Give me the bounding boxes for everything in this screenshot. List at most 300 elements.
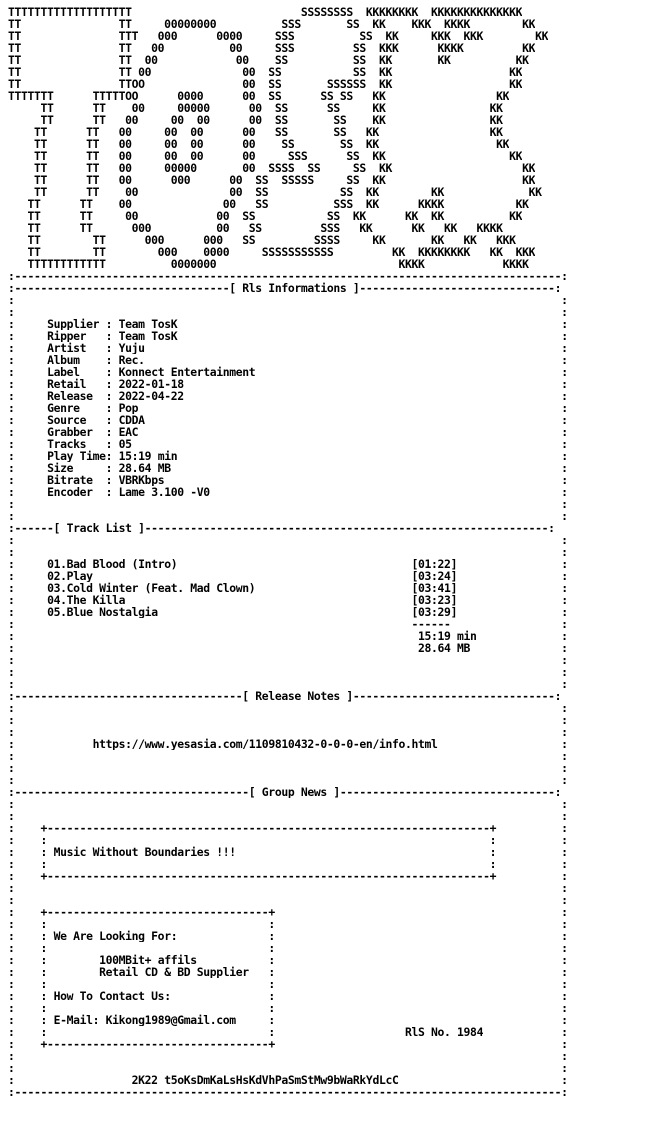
logo-art-row	[8, 210, 522, 222]
text: TT TT 000 0000 SSSSSSSSSSS KK KKKKKKKK KK KKK	[8, 246, 536, 258]
ascii-frame: :	[8, 1038, 15, 1050]
ascii-frame: :	[274, 954, 568, 966]
ascii-frame: :	[8, 762, 15, 774]
ascii-frame: :	[8, 438, 15, 450]
ascii-frame: :	[105, 438, 119, 450]
ascii-frame: .	[60, 606, 67, 618]
info-key: Supplier	[47, 318, 106, 330]
ascii-frame: :	[8, 978, 15, 990]
ascii-frame: :	[496, 834, 568, 846]
footer-code-line	[8, 1074, 568, 1086]
ascii-frame: :	[105, 450, 119, 462]
ascii-frame: :	[14, 546, 568, 558]
ascii-frame: :	[8, 342, 15, 354]
contact-box-top	[8, 906, 568, 918]
info-key: Artist	[47, 342, 106, 354]
blank-line	[8, 1062, 568, 1074]
ascii-frame: :	[8, 546, 15, 558]
totals-separator: ------	[411, 618, 451, 630]
ascii-frame	[15, 330, 48, 342]
ascii-frame: :	[8, 450, 15, 462]
logo-art-row	[8, 258, 529, 270]
ascii-frame: :	[105, 474, 119, 486]
contact-box-line	[8, 930, 568, 942]
rls-info-row	[8, 354, 568, 366]
logo-art-row	[8, 198, 529, 210]
ascii-frame	[15, 450, 48, 462]
ascii-frame: :	[105, 330, 119, 342]
ascii-frame: :	[144, 354, 568, 366]
blank-line	[8, 726, 568, 738]
ascii-frame: :	[398, 1074, 568, 1086]
ascii-frame	[15, 738, 93, 750]
ascii-frame: :	[8, 462, 15, 474]
rls-info-row	[8, 474, 568, 486]
ascii-frame: :	[177, 450, 568, 462]
ascii-frame: +----------------------------------+	[14, 906, 275, 918]
text: TT TT 00 00 SS SS KK KK KK KK	[8, 210, 523, 222]
ascii-frame: :	[8, 1002, 15, 1014]
contact-box-line	[8, 918, 568, 930]
ascii-frame: :	[14, 1062, 568, 1074]
info-value: 15:19 min	[118, 450, 178, 462]
info-value: Konnect Entertainment	[118, 366, 256, 378]
ascii-frame: :	[274, 966, 568, 978]
blank-line	[8, 762, 568, 774]
ascii-frame: :	[14, 942, 54, 954]
ascii-frame	[275, 1026, 405, 1038]
track-number: 02	[47, 570, 61, 582]
ascii-frame: :	[8, 858, 15, 870]
ascii-frame: :	[457, 594, 568, 606]
rls-info-row	[8, 330, 568, 342]
blank-line	[8, 306, 568, 318]
ascii-frame: :	[8, 486, 15, 498]
logo-art-row	[8, 18, 535, 30]
ascii-frame: :	[8, 1074, 15, 1086]
ascii-frame: :------------------------------------------------------------------------------------:	[8, 1086, 568, 1098]
text: TT TT 00 00 SS SS KK KK	[8, 66, 523, 78]
blank-line	[8, 750, 568, 762]
ascii-frame	[15, 390, 48, 402]
section-header-release-notes	[8, 690, 561, 702]
ascii-frame: :	[105, 366, 119, 378]
blank-line	[8, 810, 568, 822]
frame-top-border	[8, 270, 568, 282]
info-value: Team TosK	[118, 330, 178, 342]
text: TT TT 00 00000 00 SSSS SS SS KK KK	[8, 162, 536, 174]
ascii-frame: ]	[450, 594, 458, 606]
ascii-frame: :	[131, 438, 568, 450]
ascii-frame: : :	[14, 834, 497, 846]
ascii-frame: [	[255, 582, 419, 594]
ascii-frame: :	[255, 366, 568, 378]
ascii-frame: :	[14, 306, 568, 318]
ascii-frame: :	[14, 666, 568, 678]
ascii-frame: :	[457, 606, 568, 618]
looking-for-item: Retail CD & BD Supplier	[99, 966, 249, 978]
contact-box-line	[8, 1002, 568, 1014]
text: TT TT 00 00 00 00 SS SS KK KK	[8, 114, 503, 126]
info-value: Rec.	[118, 354, 145, 366]
info-key: Size	[47, 462, 106, 474]
track-length: 03:24	[418, 570, 451, 582]
ascii-frame: :	[8, 366, 15, 378]
ascii-frame: :	[105, 378, 119, 390]
ascii-frame: :	[105, 318, 119, 330]
ascii-frame	[15, 486, 48, 498]
text: TT TT 00 00 SS SSS KK KKKK KK	[8, 198, 529, 210]
info-value: 05	[118, 438, 132, 450]
text: TT TT 00 00 00 00 SS SS KK KK	[8, 138, 510, 150]
ascii-frame: [	[125, 594, 419, 606]
ascii-frame: :	[14, 1026, 54, 1038]
ascii-frame: :	[8, 666, 15, 678]
ascii-frame: :	[8, 774, 15, 786]
ascii-frame: :	[470, 642, 568, 654]
ascii-frame: :	[8, 1062, 15, 1074]
ascii-frame: :	[8, 954, 15, 966]
ascii-frame: :	[8, 834, 15, 846]
ascii-frame: .	[60, 570, 67, 582]
ascii-frame: :	[53, 1026, 275, 1038]
ascii-frame: :	[274, 918, 568, 930]
contact-email[interactable]: Kikong1989@Gmail.com	[105, 1014, 236, 1026]
ascii-frame: :	[8, 618, 15, 630]
logo-art-row	[8, 54, 529, 66]
ascii-frame: :	[8, 378, 15, 390]
ascii-frame: .	[60, 558, 67, 570]
ascii-frame: :	[14, 966, 54, 978]
text: :---------------------------------[ Rls Informations ]------------------------------:	[8, 282, 562, 294]
ascii-frame: :	[8, 678, 15, 690]
ascii-frame: :	[105, 390, 119, 402]
ascii-frame: :	[457, 558, 568, 570]
text: TTTTTTTTTTTT 0000000 KKKK KKKK	[8, 258, 529, 270]
logo-art-row	[8, 126, 503, 138]
ascii-frame: :	[8, 354, 15, 366]
ascii-frame: :	[8, 1014, 15, 1026]
text: :------[ Track List ]--------------------------------------------------------------:	[8, 522, 555, 534]
info-key: Album	[47, 354, 106, 366]
ascii-frame: :	[8, 738, 15, 750]
ascii-frame: :	[8, 426, 15, 438]
motto-box-line	[8, 858, 568, 870]
ascii-frame: :	[138, 402, 568, 414]
ascii-frame: :	[183, 378, 568, 390]
text: TTTTTTTTTTTTTTTTTTT SSSSSSSS KKKKKKKK KKKKKKKKKKKKKK	[8, 6, 523, 18]
ascii-frame: :	[496, 846, 568, 858]
track-length: 03:29	[418, 606, 451, 618]
ascii-frame: :	[105, 402, 119, 414]
logo-art-row	[8, 162, 535, 174]
rls-info-row	[8, 318, 568, 330]
ascii-frame: :	[8, 318, 15, 330]
ascii-frame: :	[105, 414, 119, 426]
contact-box-line	[8, 1014, 568, 1026]
ascii-frame: :	[274, 1014, 568, 1026]
ascii-frame	[15, 558, 48, 570]
ascii-frame	[15, 378, 48, 390]
rls-info-row	[8, 426, 568, 438]
total-play-time: 15:19 min	[418, 630, 477, 642]
ascii-frame	[15, 618, 412, 630]
rls-info-row	[8, 378, 568, 390]
logo-art-row	[8, 246, 535, 258]
ascii-frame: :	[8, 906, 15, 918]
ascii-frame: :	[170, 990, 275, 1002]
ascii-frame: :	[274, 990, 568, 1002]
section-header-rls-informations	[8, 282, 561, 294]
ascii-frame: :	[53, 978, 275, 990]
ascii-frame: :	[14, 762, 568, 774]
ascii-frame: ]	[450, 570, 458, 582]
ascii-frame: :	[8, 966, 15, 978]
ascii-frame: :	[8, 402, 15, 414]
ascii-frame: :	[8, 846, 15, 858]
ascii-frame	[15, 426, 48, 438]
rls-info-row	[8, 402, 568, 414]
blank-line	[8, 1050, 568, 1062]
ascii-frame: :	[14, 1014, 54, 1026]
ascii-frame: :	[8, 1050, 15, 1062]
ascii-frame	[15, 414, 48, 426]
ascii-frame: :	[53, 1002, 275, 1014]
contact-box-line	[8, 942, 568, 954]
ascii-frame: .	[60, 594, 67, 606]
info-value: 2022-04-22	[118, 390, 184, 402]
ascii-frame: :	[209, 486, 568, 498]
release-number: RlS No. 1984	[404, 1026, 484, 1038]
ascii-frame: :	[8, 570, 15, 582]
ascii-frame: :	[14, 774, 568, 786]
ascii-frame: :	[274, 906, 568, 918]
info-key: Release	[47, 390, 106, 402]
ascii-frame	[15, 594, 48, 606]
ascii-frame: :	[14, 798, 568, 810]
motto-box-line	[8, 846, 568, 858]
blank-line	[8, 498, 568, 510]
logo-art-row	[8, 42, 535, 54]
info-key: Genre	[47, 402, 106, 414]
rls-info-row	[8, 450, 568, 462]
ascii-frame: :------------------------------------------------------------------------------------:	[8, 270, 568, 282]
ascii-frame: :	[177, 330, 568, 342]
info-key: Grabber	[47, 426, 106, 438]
ascii-frame: :	[14, 990, 54, 1002]
ascii-frame: :	[8, 702, 15, 714]
ascii-frame	[15, 402, 48, 414]
rls-info-row	[8, 462, 568, 474]
text: TTTTTTT TTTTTOO 0000 00 SS SS SS KK KK	[8, 90, 510, 102]
blank-line	[8, 774, 568, 786]
ascii-frame: :	[476, 630, 568, 642]
ascii-frame: :	[248, 966, 275, 978]
ascii-frame: :	[8, 750, 15, 762]
ascii-frame: :	[8, 810, 15, 822]
track-row	[8, 594, 568, 606]
ascii-frame: :	[14, 882, 568, 894]
ascii-frame: :	[183, 390, 568, 402]
info-value: Pop	[118, 402, 139, 414]
ascii-frame: :	[8, 498, 15, 510]
blank-line	[8, 546, 568, 558]
section-header-group-news	[8, 786, 561, 798]
ascii-frame: :	[14, 654, 568, 666]
ascii-frame: :	[274, 1038, 568, 1050]
ascii-frame	[15, 606, 48, 618]
ascii-frame: :	[14, 930, 54, 942]
track-row	[8, 582, 568, 594]
ascii-frame	[15, 462, 48, 474]
ascii-frame: [	[157, 606, 419, 618]
ascii-frame: :	[14, 534, 568, 546]
ascii-frame: [	[92, 570, 419, 582]
motto-box-bottom	[8, 870, 568, 882]
contact-box-bottom	[8, 1038, 568, 1050]
ascii-frame: :	[8, 930, 15, 942]
logo-art-row	[8, 6, 522, 18]
logo-art-row	[8, 114, 503, 126]
text: TT TT 000 000 SS SSSS KK KK KK KKK	[8, 234, 516, 246]
ascii-frame: :	[235, 1014, 275, 1026]
info-value: Lame 3.100 -V0	[118, 486, 210, 498]
ascii-frame: :	[8, 990, 15, 1002]
ascii-frame: :	[14, 918, 54, 930]
track-title: Blue Nostalgia	[66, 606, 158, 618]
ascii-frame: :	[14, 978, 54, 990]
ascii-frame: :	[8, 894, 15, 906]
ascii-frame: :	[14, 846, 54, 858]
logo-art-row	[8, 234, 516, 246]
blank-line	[8, 294, 568, 306]
ascii-frame: : :	[14, 858, 497, 870]
blank-line	[8, 702, 568, 714]
logo-art-row	[8, 66, 522, 78]
ascii-frame: :	[8, 534, 15, 546]
ascii-frame: :	[164, 474, 568, 486]
ascii-frame: :	[14, 1002, 54, 1014]
text: TT TT 000 00 SS SSS KK KK KK KKKK	[8, 222, 503, 234]
text: :------------------------------------[ Group News ]---------------------------------:	[8, 786, 562, 798]
info-value: VBRKbps	[118, 474, 165, 486]
blank-line	[8, 534, 568, 546]
blank-line	[8, 882, 568, 894]
text: :-----------------------------------[ Release Notes ]-------------------------------:	[8, 690, 562, 702]
blank-line	[8, 798, 568, 810]
ascii-frame: :	[170, 462, 568, 474]
ascii-frame: :	[53, 942, 275, 954]
ascii-frame	[15, 630, 418, 642]
track-length: 01:22	[418, 558, 451, 570]
contact-box-line	[8, 966, 568, 978]
frame-bottom-border	[8, 1086, 568, 1098]
ascii-frame	[15, 318, 48, 330]
logo-art-row	[8, 150, 522, 162]
logo-art-row	[8, 222, 503, 234]
email-label: E-Mail:	[53, 1014, 100, 1026]
ascii-frame: :	[105, 354, 119, 366]
blank-line	[8, 714, 568, 726]
track-number: 04	[47, 594, 61, 606]
ascii-frame: :	[177, 318, 568, 330]
blank-line	[8, 678, 568, 690]
track-row	[8, 606, 568, 618]
ascii-frame: :	[8, 630, 15, 642]
text: TT TT 00 00 SSS SS KKK KKKK KK	[8, 42, 536, 54]
ascii-frame: :	[105, 486, 119, 498]
rls-info-row	[8, 486, 568, 498]
rls-info-row	[8, 390, 568, 402]
track-title: Bad Blood (Intro)	[66, 558, 178, 570]
ascii-frame: :	[196, 954, 275, 966]
ascii-frame: :	[450, 618, 568, 630]
logo-art-row	[8, 78, 522, 90]
ascii-frame	[54, 966, 100, 978]
ascii-frame: +--------------------------------------------------------------------+	[14, 870, 497, 882]
track-number: 03	[47, 582, 61, 594]
ascii-frame: :	[8, 330, 15, 342]
blank-line	[8, 894, 568, 906]
ascii-frame: ]	[450, 582, 458, 594]
text: TT TT 00000000 SSS SS KK KKK KKKK KK	[8, 18, 536, 30]
rls-info-row	[8, 438, 568, 450]
track-title: Cold Winter (Feat. Mad Clown)	[66, 582, 256, 594]
blank-line	[8, 654, 568, 666]
ascii-frame: :	[14, 1050, 568, 1062]
ascii-frame: .	[60, 582, 67, 594]
ascii-frame: :	[496, 822, 568, 834]
rls-info-row	[8, 366, 568, 378]
logo-art-row	[8, 90, 509, 102]
blank-line	[8, 510, 568, 522]
ascii-frame: :	[483, 1026, 568, 1038]
text: TT TT 00 00 SS SS KK KK KK	[8, 186, 542, 198]
ascii-frame: :	[14, 294, 568, 306]
rls-info-row	[8, 414, 568, 426]
ascii-frame: :	[8, 822, 15, 834]
ascii-frame: :	[14, 894, 568, 906]
release-notes-link[interactable]: https://www.yesasia.com/1109810432-0-0-0-en/info.html	[92, 738, 438, 750]
ascii-frame	[15, 642, 418, 654]
ascii-frame: :	[8, 918, 15, 930]
track-row	[8, 558, 568, 570]
ascii-frame: +--------------------------------------------------------------------+	[14, 822, 497, 834]
info-value: 28.64 MB	[118, 462, 171, 474]
ascii-frame: :	[105, 462, 119, 474]
ascii-frame: :	[8, 390, 15, 402]
motto-box-top	[8, 822, 568, 834]
ascii-frame: :	[8, 942, 15, 954]
blank-line	[8, 666, 568, 678]
ascii-frame	[15, 342, 48, 354]
ascii-frame: :	[14, 714, 568, 726]
logo-art-row	[8, 102, 503, 114]
ascii-frame: :	[8, 798, 15, 810]
rls-info-row	[8, 342, 568, 354]
ascii-frame: :	[14, 726, 568, 738]
track-number: 05	[47, 606, 61, 618]
ascii-frame	[54, 954, 100, 966]
info-key: Label	[47, 366, 106, 378]
info-value: Yuju	[118, 342, 145, 354]
ascii-frame: :	[8, 294, 15, 306]
looking-for-item: 100MBit+ affils	[99, 954, 197, 966]
logo-art-row	[8, 138, 509, 150]
ascii-frame: :	[177, 930, 275, 942]
ascii-frame: :	[274, 942, 568, 954]
info-value: 2022-01-18	[118, 378, 184, 390]
